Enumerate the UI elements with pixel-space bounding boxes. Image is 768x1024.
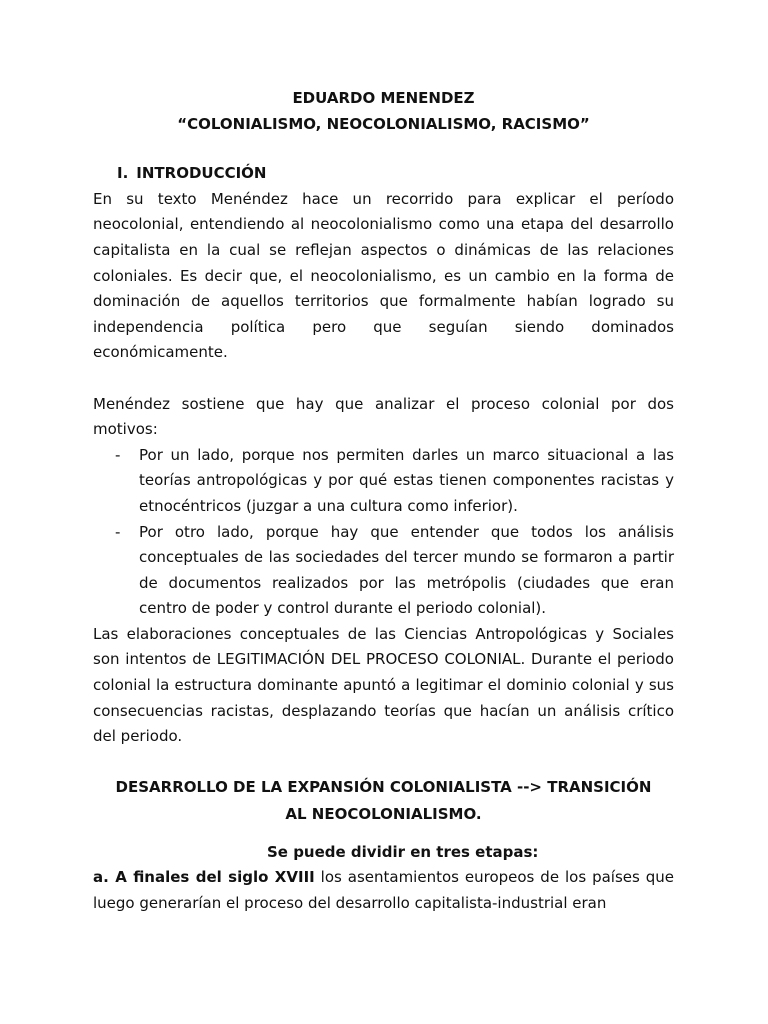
stage-a-text: los asentamientos europeos de los países que luego generarían el proceso del desarrollo capitalista-industrial eran [93,868,674,913]
list-bullet: - [115,445,121,464]
list-item [115,520,674,622]
section-heading-introduccion [93,161,674,187]
list-bullet: - [115,522,121,541]
stage-a-lead: a. A finales del siglo XVIII [93,868,315,887]
list-item-text: Por un lado, porque nos permiten darles un marco situacional a las teorías antropológicas y por qué estas tienen componentes racistas y etnocéntricos (juzgar a una cultura como inferior). [139,445,674,515]
list-item-text: Por otro lado, porque hay que entender que todos los análisis conceptuales de las sociedades del tercer mundo se formaron a partir de documentos realizados por las metrópolis (ciudades que eran centro de poder y control durante el periodo colonial). [139,522,674,618]
section-heading-desarrollo [93,774,674,828]
legitimation-paragraph: Las elaboraciones conceptuales de las Ciencias Antropológicas y Sociales son intentos de LEGITIMACIÓN DEL PROCESO COLONIAL. Durante el periodo colonial la estructura dominante apuntó a legitimar el dominio colonial y sus consecuencias racistas, desplazando teorías que hacían un análisis crítico del periodo. [93,624,674,746]
paragraph-spacer [93,366,674,392]
list-item [115,443,674,520]
intro-paragraph: En su texto Menéndez hace un recorrido para explicar el período neocolonial, entendiendo al neocolonialismo como una etapa del desarrollo capitalista en la cual se reflejan aspectos o dinámicas de las relaciones coloniales. Es decir que, el neocolonialismo, es un cambio en la forma de dominación de aquellos territorios que formalmente habían logrado su independencia política pero que seguían siendo dominados económicamente. [93,189,674,362]
motives-list [93,443,674,622]
stage-a-paragraph [93,865,674,916]
work-title: “COLONIALISMO, NEOCOLONIALISMO, RACISMO” [177,114,590,133]
heading-line: AL NEOCOLONIALISMO. [285,804,482,823]
author-name: EDUARDO MENENDEZ [292,89,475,107]
stages-heading: Se puede dividir en tres etapas: [267,842,539,861]
document-page [93,86,674,917]
section-number: I. [117,164,129,183]
section-title: INTRODUCCIÓN [136,164,267,183]
heading-line: DESARROLLO DE LA EXPANSIÓN COLONIALISTA --> TRANSICIÓN [115,777,652,796]
motives-paragraph: Menéndez sostiene que hay que analizar el proceso colonial por dos motivos: [93,394,674,439]
